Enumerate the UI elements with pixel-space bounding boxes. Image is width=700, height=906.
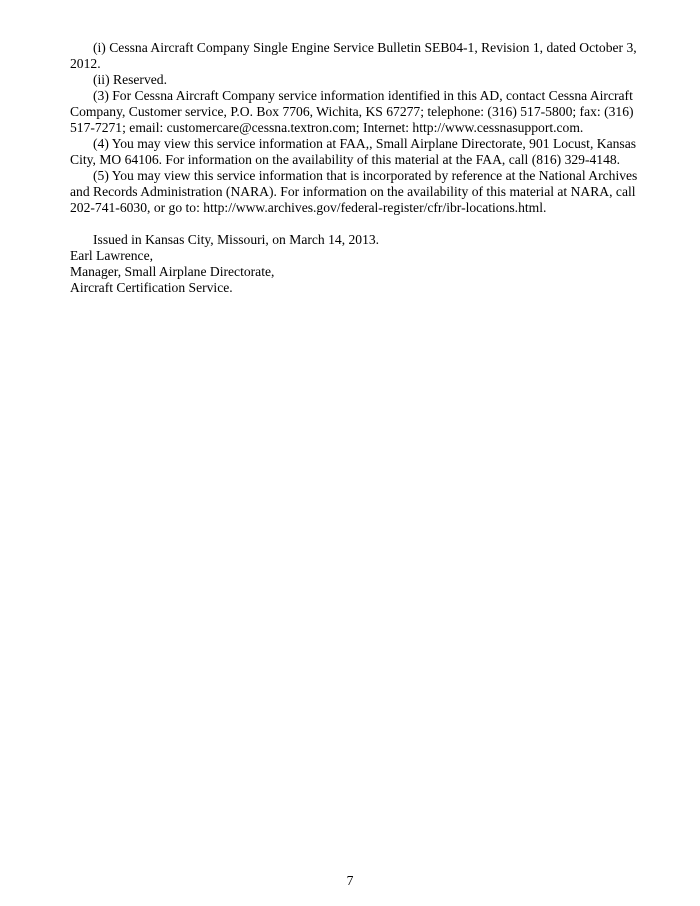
paragraph-nara-view: (5) You may view this service information that is incorporated by reference at the National Archives and Records Administration (NARA). For information on the availability of this material at NARA, call 202-741-6030, or go to: http://www.archives.gov/federal-register/cfr/ibr-locations.html. xyxy=(70,168,638,215)
section-spacer xyxy=(70,216,640,232)
issued-statement: Issued in Kansas City, Missouri, on March 14, 2013. xyxy=(93,232,380,247)
document-body xyxy=(70,40,640,296)
signatory-office: Aircraft Certification Service. xyxy=(70,280,233,295)
page-number: 7 xyxy=(346,873,354,888)
signatory-title: Manager, Small Airplane Directorate, xyxy=(70,264,275,279)
paragraph-service-bulletin: (i) Cessna Aircraft Company Single Engine Service Bulletin SEB04-1, Revision 1, dated October 3, 2012. xyxy=(70,40,637,71)
signatory-name: Earl Lawrence, xyxy=(70,248,154,263)
paragraph-cessna-contact: (3) For Cessna Aircraft Company service information identified in this AD, contact Cessna Aircraft Company, Customer service, P.O. Box 7706, Wichita, KS 67277; telephone: (316) 517-5800; fax: (316) 517-7271; email: customercare@cessna.textron.com; Internet: http://www.cessnasupport.com. xyxy=(70,88,634,135)
paragraph-faa-view: (4) You may view this service information at FAA,, Small Airplane Directorate, 901 Locust, Kansas City, MO 64106. For information on the availability of this material at the FAA, call (816) 329-4148. xyxy=(70,136,637,167)
paragraph-reserved: (ii) Reserved. xyxy=(93,72,167,87)
